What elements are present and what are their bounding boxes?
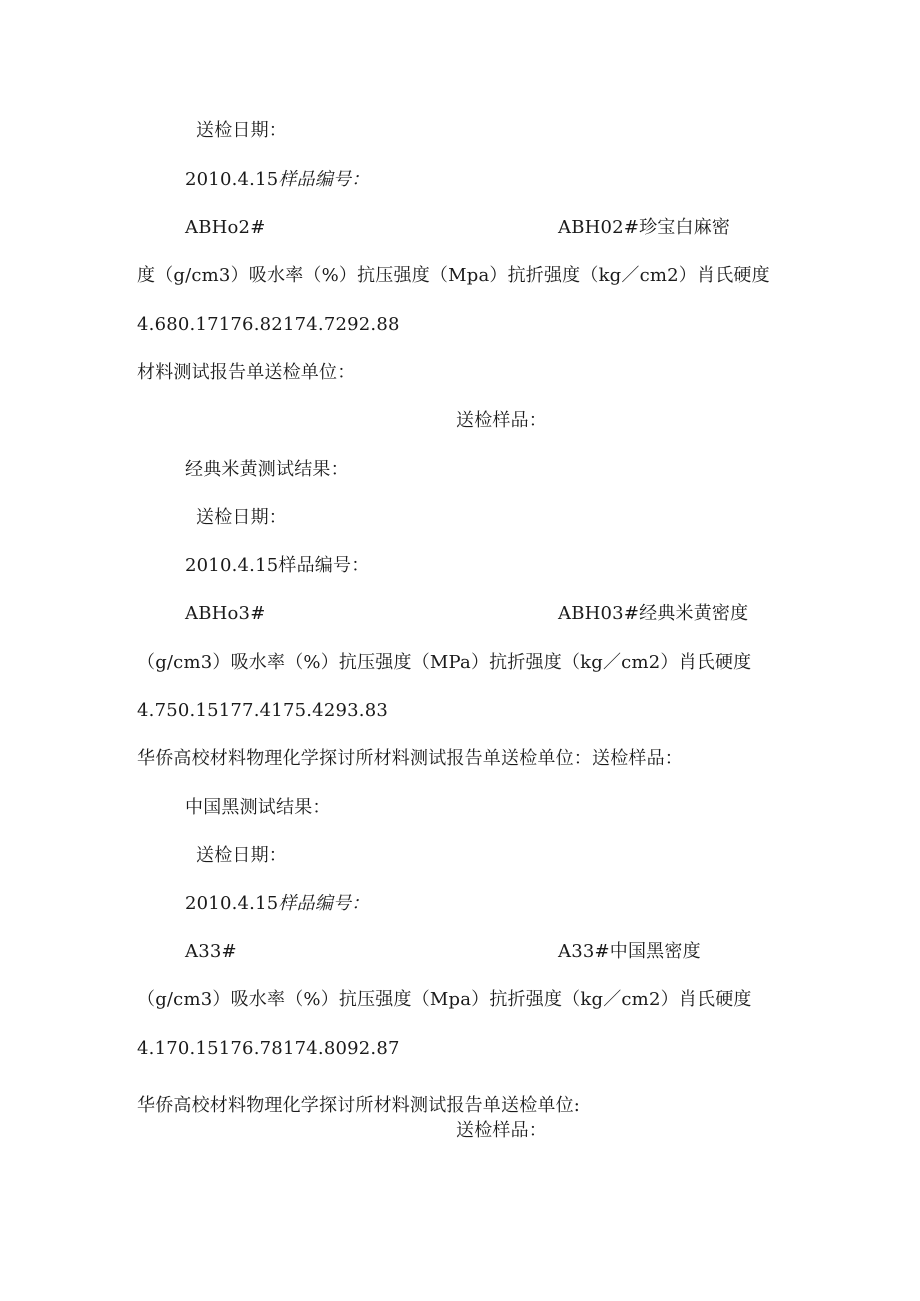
text-line: 送检日期： — [196, 507, 287, 528]
sample-title: ABH03#经典米黄密度 — [558, 603, 749, 624]
text-line: 送检日期： — [196, 120, 287, 141]
sample-code: ABHo3# — [185, 603, 266, 624]
result-heading: 中国黑测试结果： — [185, 797, 331, 818]
report-heading: 华侨高校材料物理化学探讨所材料测试报告单送检单位：送检样品： — [137, 748, 683, 769]
text-line — [185, 168, 369, 192]
report-heading: 材料测试报告单送检单位： — [137, 362, 356, 383]
sample-title: ABH02#珍宝白麻密 — [558, 217, 731, 238]
sample-number-label: 样品编号： — [278, 169, 370, 190]
table-header-line: 度（g/cm3）吸水率（%）抗压强度（Mpa）抗折强度（kg／cm2）肖氏硬度 — [137, 265, 770, 286]
text-line: 2010.4.15样品编号： — [185, 555, 370, 576]
sample-title: A33#中国黑密度 — [558, 941, 701, 962]
table-values-line: 4.680.17176.82174.7292.88 — [137, 314, 400, 335]
text-line: 送检样品： — [456, 1120, 547, 1141]
sample-code: ABHo2# — [185, 217, 266, 238]
table-values-line: 4.750.15177.4175.4293.83 — [137, 700, 388, 721]
table-values-line: 4.170.15176.78174.8092.87 — [137, 1038, 400, 1059]
date-value: 2010.4.15 — [185, 893, 279, 914]
text-line: 送检日期： — [196, 845, 287, 866]
report-heading: 华侨高校材料物理化学探讨所材料测试报告单送检单位: — [137, 1095, 581, 1116]
table-header-line: （g/cm3）吸水率（%）抗压强度（MPa）抗折强度（kg／cm2）肖氏硬度 — [137, 652, 752, 673]
text-line: 送检样品： — [456, 410, 547, 431]
date-value: 2010.4.15 — [185, 169, 279, 190]
table-header-line: （g/cm3）吸水率（%）抗压强度（Mpa）抗折强度（kg／cm2）肖氏硬度 — [137, 989, 752, 1010]
text-line — [185, 892, 369, 916]
result-heading: 经典米黄测试结果： — [185, 459, 349, 480]
sample-code: A33# — [185, 941, 237, 962]
sample-number-label: 样品编号： — [278, 893, 370, 914]
